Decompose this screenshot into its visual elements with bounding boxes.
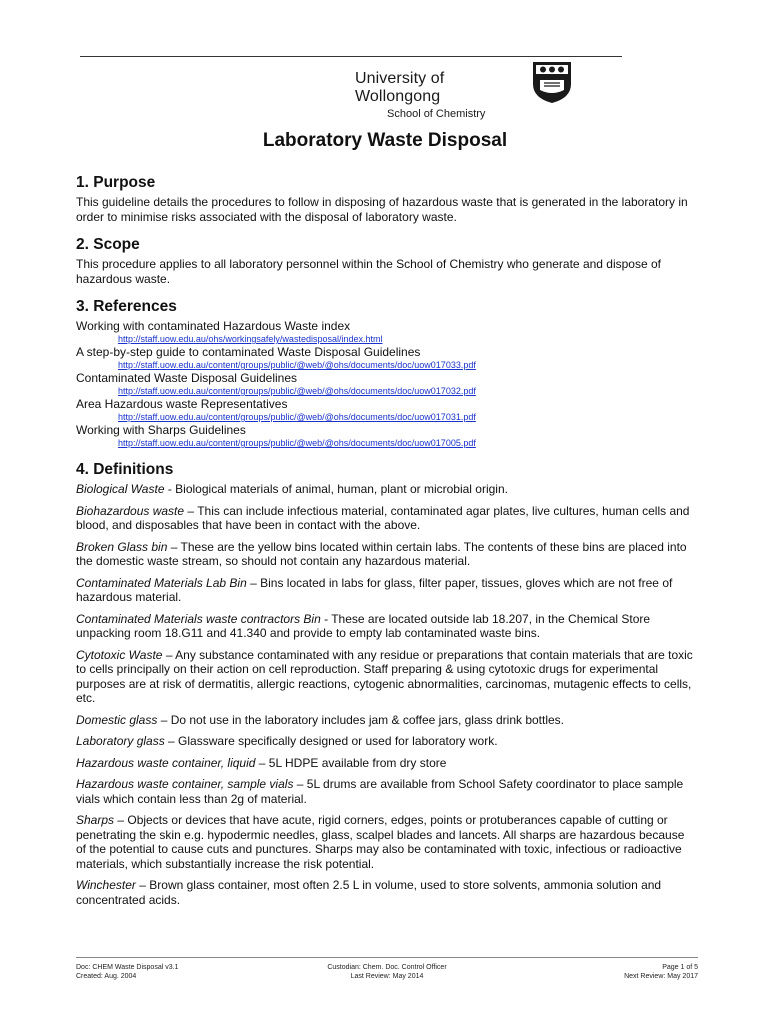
definition-item: [76, 504, 694, 533]
definition-item: [76, 713, 694, 728]
definition-item: [76, 482, 694, 497]
references-section: [76, 298, 694, 449]
definitions-heading: 4. Definitions: [76, 461, 174, 478]
definition-term: Biohazardous waste: [76, 503, 185, 518]
reference-item: [76, 345, 694, 371]
school-name: School of Chemistry: [387, 108, 486, 120]
reference-link[interactable]: http://staff.uow.edu.au/content/groups/public/@web/@ohs/documents/doc/uow017031.pdf: [118, 412, 476, 422]
definition-item: [76, 612, 694, 641]
reference-title: Area Hazardous waste Representatives: [76, 397, 288, 411]
definition-text: – Glassware specifically designed or used for laboratory work.: [164, 734, 498, 748]
reference-title: A step-by-step guide to contaminated Waste Disposal Guidelines: [76, 345, 421, 359]
footer-page-info: [624, 963, 698, 981]
university-crest-icon: [530, 60, 574, 104]
document-body: [76, 174, 694, 919]
document-title: Laboratory Waste Disposal: [262, 130, 508, 151]
definition-item: [76, 540, 694, 569]
institution-header: [355, 70, 515, 120]
reference-link[interactable]: http://staff.uow.edu.au/content/groups/public/@web/@ohs/documents/doc/uow017033.pdf: [118, 360, 476, 370]
definition-term: Winchester: [76, 878, 136, 892]
definition-term: Broken Glass bin: [76, 539, 168, 554]
definition-item: [76, 878, 694, 907]
footer-last-review: Last Review: May 2014: [350, 973, 424, 980]
scope-heading: 2. Scope: [76, 236, 140, 253]
purpose-section: [76, 174, 694, 224]
purpose-heading: 1. Purpose: [76, 174, 156, 191]
definition-item: [76, 648, 694, 706]
definition-term: Biological Waste: [76, 482, 165, 496]
footer-rule: [76, 957, 698, 958]
definition-text: – These are the yellow bins located within certain labs. The contents of these bins are placed into the domestic waste stream, so should not contain any hazardous material.: [76, 539, 687, 568]
footer-custodian-info: [76, 963, 698, 981]
footer-page-number: Page 1 of 5: [662, 964, 698, 971]
reference-title: Working with contaminated Hazardous Waste index: [76, 319, 351, 333]
definition-text: – Objects or devices that have acute, rigid corners, edges, points or protuberances capable of cutting or penetrating the skin e.g. hypodermic needles, glass, scalpel blades and lancets. All sharps are hazardous because of the potential to cause cuts and punctures. Sharps may also be contaminated with toxic, infectious or radioactive materials, which substantially increase the risk potential.: [76, 813, 685, 871]
definition-term: Contaminated Materials Lab Bin: [76, 575, 247, 590]
definition-item: [76, 576, 694, 605]
definition-text: – 5L HDPE available from dry store: [255, 755, 447, 770]
definition-text: – Brown glass container, most often 2.5 L in volume, used to store solvents, ammonia solution and concentrated acids.: [76, 878, 662, 907]
footer-created-date: Created: Aug. 2004: [76, 973, 137, 980]
definition-term: Hazardous waste container, liquid: [76, 755, 256, 770]
scope-section: [76, 236, 694, 286]
references-heading: 3. References: [76, 298, 177, 315]
reference-title: Contaminated Waste Disposal Guidelines: [76, 371, 297, 385]
reference-link[interactable]: http://staff.uow.edu.au/content/groups/public/@web/@ohs/documents/doc/uow017005.pdf: [118, 438, 476, 448]
definition-text: – Any substance contaminated with any residue or preparations that contain materials that are toxic to cells principally on their action on cell reproduction. Staff preparing & using cytotoxic drugs for experimental purposes are at risk of dermatitis, allergic reactions, cytogenic abnormalities, carcinomas, mutagenic effects to cells, etc.: [76, 647, 693, 705]
footer-next-review: Next Review: May 2017: [624, 973, 698, 980]
scope-text: This procedure applies to all laboratory personnel within the School of Chemistry who generate and dispose of hazardous waste.: [76, 257, 661, 286]
definition-text: – 5L drums are available from School Safety coordinator to place sample vials which contain less than 2g of material.: [76, 777, 684, 806]
footer-doc-id: Doc: CHEM Waste Disposal v3.1: [76, 964, 179, 971]
reference-item: [76, 319, 694, 345]
definition-term: Hazardous waste container, sample vials: [76, 777, 294, 791]
definition-term: Domestic glass: [76, 712, 158, 727]
definition-text: – Bins located in labs for glass, filter paper, tissues, gloves which are not free of hazardous material.: [76, 575, 673, 604]
definition-term: Laboratory glass: [76, 734, 165, 748]
definition-text: - Biological materials of animal, human, plant or microbial origin.: [164, 482, 508, 496]
reference-title: Working with Sharps Guidelines: [76, 423, 246, 437]
definition-item: [76, 734, 694, 749]
definition-term: Cytotoxic Waste: [76, 647, 163, 662]
definition-item: [76, 756, 694, 771]
purpose-text: This guideline details the procedures to follow in disposing of hazardous waste that is generated in the laboratory in order to minimise risks associated with the disposal of laboratory waste.: [76, 195, 688, 224]
reference-link[interactable]: http://staff.uow.edu.au/ohs/workingsafely/wastedisposal/index.html: [118, 334, 383, 344]
university-name: University of Wollongong: [355, 70, 445, 105]
footer-custodian: Custodian: Chem. Doc. Control Officer: [327, 964, 447, 971]
definition-text: - These are located outside lab 18.207, in the Chemical Store unpacking room 18.G11 and 41.340 and provide to empty lab contaminated waste bins.: [76, 611, 651, 640]
definition-term: Sharps: [76, 813, 115, 827]
definition-term: Contaminated Materials waste contractors Bin: [76, 611, 321, 626]
definition-text: – Do not use in the laboratory includes jam & coffee jars, glass drink bottles.: [157, 712, 565, 727]
reference-item: [76, 371, 694, 397]
reference-item: [76, 397, 694, 423]
definition-text: – This can include infectious material, contaminated agar plates, live cultures, human cells and blood, and disposables that have been in contact with the above.: [76, 503, 690, 532]
definition-item: [76, 777, 694, 806]
definition-item: [76, 813, 694, 871]
definitions-section: [76, 461, 694, 907]
header-rule: [80, 56, 622, 57]
reference-item: [76, 423, 694, 449]
reference-link[interactable]: http://staff.uow.edu.au/content/groups/public/@web/@ohs/documents/doc/uow017032.pdf: [118, 386, 476, 396]
